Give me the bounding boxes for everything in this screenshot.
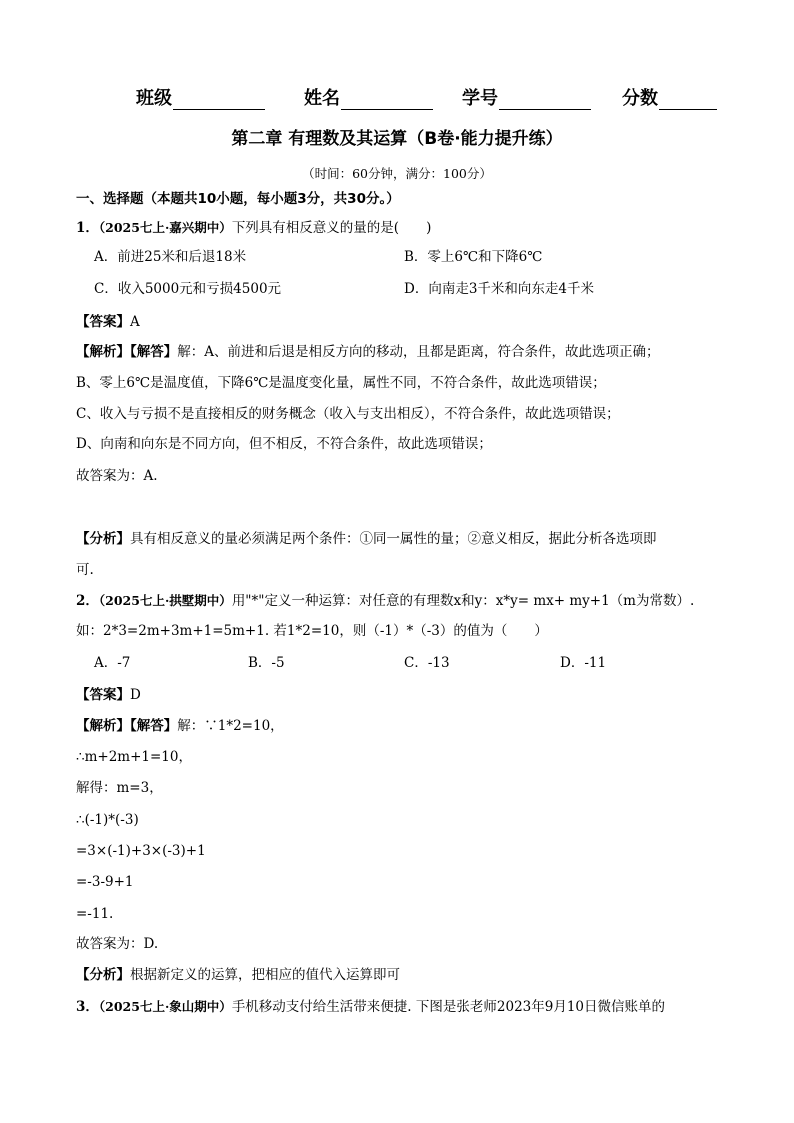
- answer-value: A: [130, 314, 140, 330]
- question-2-option-a: A．-7: [94, 655, 131, 671]
- analysis-tag: 【解析】【解答】: [76, 344, 178, 360]
- question-3-text: 手机移动支付给生活带来便捷. 下图是张老师2023年9月10日微信账单的: [231, 999, 666, 1015]
- score-label: 分数: [622, 88, 658, 109]
- section-heading: 一、选择题（本题共10小题，每小题3分，共30分。）: [76, 191, 400, 207]
- answer-value: D: [130, 687, 141, 703]
- student-id-blank[interactable]: [499, 89, 591, 110]
- question-2-analysis-line: =-11.: [76, 906, 114, 922]
- question-2-option-c: C．-13: [404, 655, 450, 671]
- page-title: 第二章 有理数及其运算（B卷·能力提升练）: [231, 129, 563, 149]
- question-1-option-d: D．向南走3千米和向东走4千米: [404, 281, 595, 297]
- question-2-answer: [76, 685, 141, 705]
- question-2-conclusion: 故答案为：D.: [76, 936, 159, 952]
- question-1-text: 下列具有相反意义的量的是( ): [231, 220, 432, 236]
- analysis-tag: 【解析】【解答】: [76, 718, 178, 734]
- question-1-option-c: C．收入5000元和亏损4500元: [94, 281, 282, 297]
- question-2-text: 用"*"定义一种运算：对任意的有理数x和y：x*y= mx+ my+1（m为常数）.: [231, 593, 695, 609]
- analysis-text: 解：A、前进和后退是相反方向的移动，且都是距离，符合条件，故此选项正确；: [177, 344, 660, 360]
- question-1-analysis-line: [76, 342, 660, 362]
- name-blank[interactable]: [341, 89, 433, 110]
- question-1-conclusion: 故答案为：A.: [76, 468, 158, 484]
- name-label: 姓名: [304, 88, 340, 109]
- score-blank[interactable]: [659, 89, 717, 110]
- student-id-label: 学号: [462, 88, 498, 109]
- question-1-answer: [76, 312, 140, 332]
- name-field: [304, 84, 433, 110]
- question-1-number: 1．: [76, 220, 99, 236]
- class-label: 班级: [136, 88, 172, 109]
- answer-tag: 【答案】: [76, 314, 130, 330]
- question-2-analysis-line: 解得：m=3，: [76, 780, 163, 796]
- question-1-source: （2025七上·嘉兴期中）: [98, 220, 232, 235]
- fenxi-text: 具有相反意义的量必须满足两个条件：①同一属性的量；②意义相反，据此分析各选项即: [130, 531, 657, 547]
- question-1-fenxi: [76, 529, 657, 549]
- question-1-fenxi-cont: 可.: [76, 562, 94, 578]
- question-2-analysis-line: ∴(-1)*(-3): [76, 812, 139, 828]
- question-1-option-b: B．零上6℃和下降6℃: [404, 249, 543, 265]
- page-subtitle: （时间：60分钟，满分：100分）: [302, 166, 492, 181]
- question-2-source: （2025七上·拱墅期中）: [98, 593, 232, 608]
- question-2-analysis-line: [76, 716, 284, 736]
- score-field: [622, 84, 717, 110]
- question-2-analysis-line: ∴m+2m+1=10，: [76, 749, 192, 765]
- question-2-analysis-line: =-3-9+1: [76, 874, 134, 890]
- question-1-stem: [76, 218, 431, 238]
- student-id-field: [462, 84, 591, 110]
- question-2-analysis-line: =3×(-1)+3×(-3)+1: [76, 843, 206, 859]
- fenxi-tag: 【分析】: [76, 531, 130, 547]
- question-3-number: 3．: [76, 999, 99, 1015]
- question-2-fenxi: [76, 965, 400, 985]
- class-field: [136, 84, 265, 110]
- question-2-stem-cont: 如：2*3=2m+3m+1=5m+1. 若1*2=10，则（-1）*（-3）的值为（ ）: [76, 623, 548, 639]
- fenxi-text: 根据新定义的运算，把相应的值代入运算即可: [130, 967, 400, 983]
- question-2-stem: [76, 591, 694, 611]
- student-info-row: [136, 84, 736, 110]
- class-blank[interactable]: [173, 89, 265, 110]
- question-2-option-d: D．-11: [560, 655, 607, 671]
- question-1-analysis-line: C、收入与亏损不是直接相反的财务概念（收入与支出相反），不符合条件，故此选项错误；: [76, 406, 620, 422]
- question-3-stem: [76, 997, 665, 1017]
- question-1-analysis-line: B、零上6℃是温度值，下降6℃是温度变化量，属性不同，不符合条件，故此选项错误；: [76, 375, 606, 391]
- question-2-option-b: B．-5: [248, 655, 285, 671]
- question-2-number: 2．: [76, 593, 99, 609]
- answer-tag: 【答案】: [76, 687, 130, 703]
- fenxi-tag: 【分析】: [76, 967, 130, 983]
- question-1-analysis-line: D、向南和向东是不同方向，但不相反，不符合条件，故此选项错误；: [76, 436, 492, 452]
- question-1-option-a: A．前进25米和后退18米: [94, 249, 247, 265]
- question-3-source: （2025七上·象山期中）: [98, 999, 232, 1014]
- analysis-text: 解：∵1*2=10，: [177, 718, 284, 734]
